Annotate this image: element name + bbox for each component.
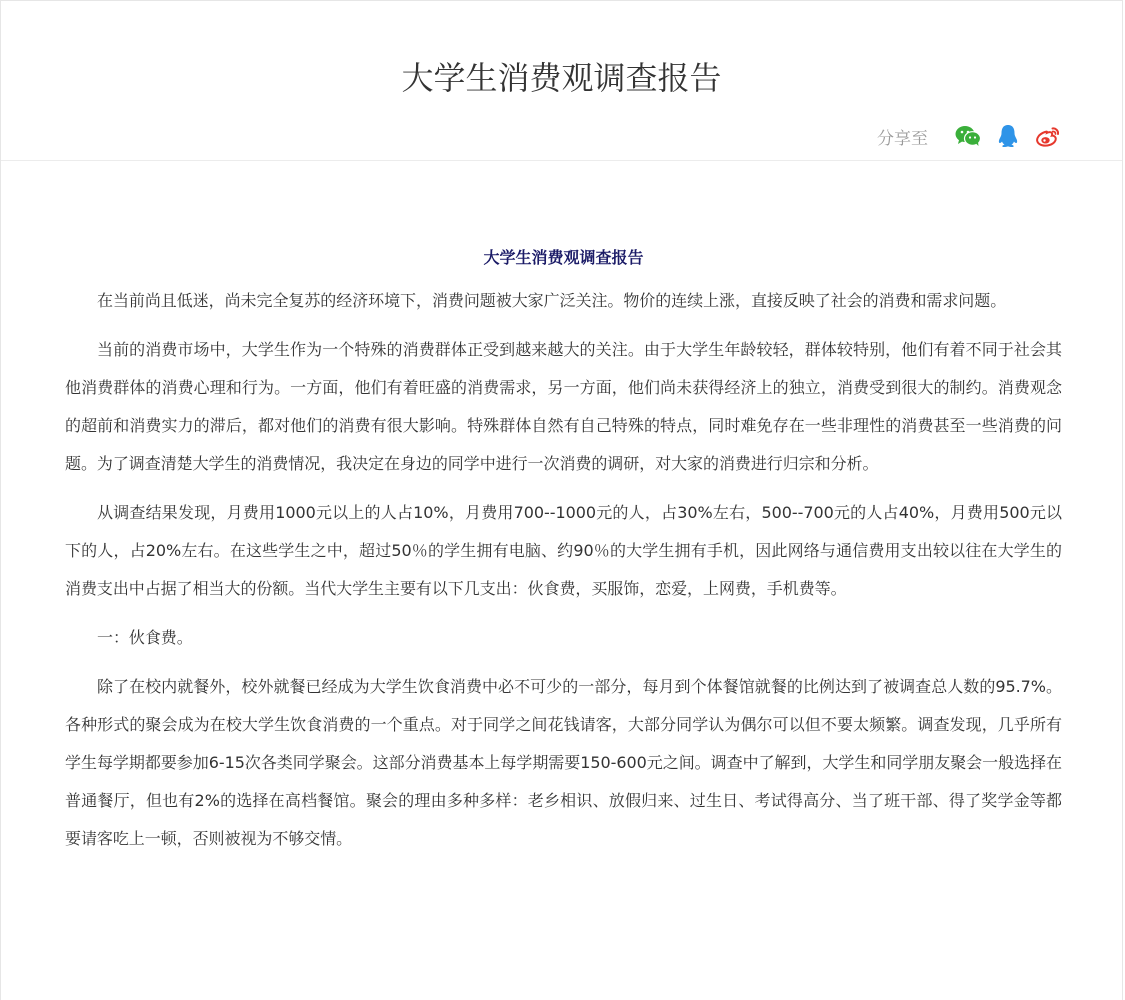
article-section-heading: 一：伙食费。 [97, 628, 193, 647]
article-paragraph: 除了在校内就餐外，校外就餐已经成为大学生饮食消费中必不可少的一部分，每月到个体餐馆就餐的比例达到了被调查总人数的95.7%。各种形式的聚会成为在校大学生饮食消费的一个重点。对于同学之间花钱请客，大部分同学认为偶尔可以但不要太频繁。调查发现，几乎所有学生每学期都要参加6-15次各类同学聚会。这部分消费基本上每学期需要150-600元之间。调查中了解到，大学生和同学朋友聚会一般选择在普通餐厅，但也有2%的选择在高档餐馆。聚会的理由多种多样：老乡相识、放假归来、过生日、考试得高分、当了班干部、得了奖学金等都要请客吃上一顿，否则被视为不够交情。 [65, 677, 1062, 848]
page-header [1, 1, 1122, 161]
wechat-icon [955, 125, 981, 147]
share-qq-button[interactable] [994, 122, 1022, 150]
share-weibo-button[interactable] [1034, 122, 1062, 150]
article-heading: 大学生消费观调查报告 [483, 248, 644, 267]
weibo-icon [1035, 125, 1061, 147]
article-body [65, 161, 1062, 869]
article-paragraph: 从调查结果发现，月费用1000元以上的人占10%，月费用700--1000元的人，占30%左右，500--700元的人占40%，月费用500元以下的人，占20%左右。在这些学生之中，超过50％的学生拥有电脑、约90％的大学生拥有手机，因此网络与通信费用支出较以往在大学生的消费支出中占据了相当大的份额。当代大学生主要有以下几支出：伙食费，买服饰，恋爱，上网费，手机费等。 [65, 503, 1062, 598]
page-title: 大学生消费观调查报告 [401, 59, 722, 97]
article-paragraph: 在当前尚且低迷，尚未完全复苏的经济环境下，消费问题被大家广泛关注。物价的连续上涨，直接反映了社会的消费和需求问题。 [97, 291, 1007, 310]
share-label: 分享至 [877, 128, 928, 149]
share-wechat-button[interactable] [954, 122, 982, 150]
qq-icon [997, 124, 1019, 148]
share-bar [877, 121, 1062, 151]
article-paragraph: 当前的消费市场中，大学生作为一个特殊的消费群体正受到越来越大的关注。由于大学生年龄较轻，群体较特别，他们有着不同于社会其他消费群体的消费心理和行为。一方面，他们有着旺盛的消费需求，另一方面，他们尚未获得经济上的独立，消费受到很大的制约。消费观念的超前和消费实力的滞后，都对他们的消费有很大影响。特殊群体自然有自己特殊的特点，同时难免存在一些非理性的消费甚至一些消费的问题。为了调查清楚大学生的消费情况，我决定在身边的同学中进行一次消费的调研，对大家的消费进行归宗和分析。 [65, 340, 1062, 473]
